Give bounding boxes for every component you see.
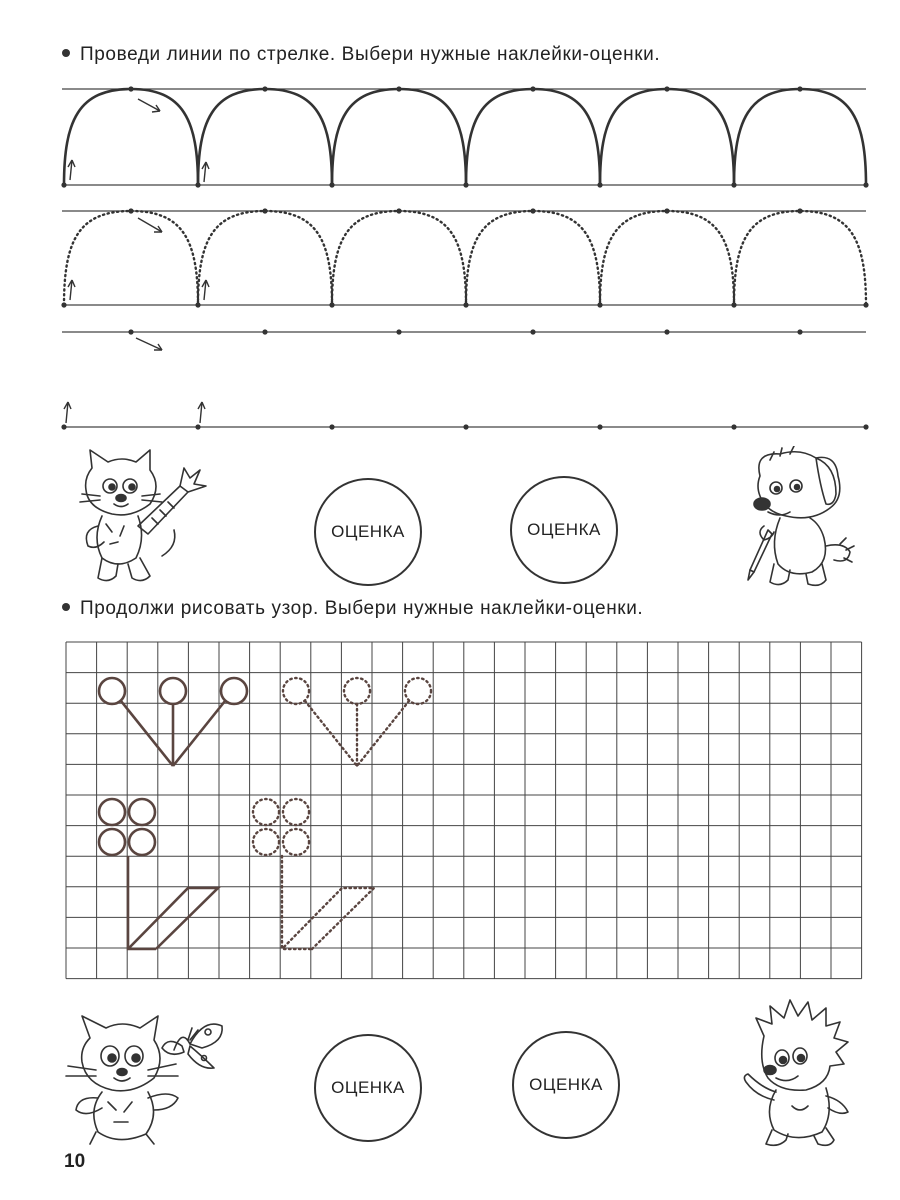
guide-dot <box>128 86 133 91</box>
grade-sticker-circle[interactable] <box>512 1031 620 1139</box>
guide-dot <box>463 424 468 429</box>
grade-sticker-circle[interactable] <box>314 1034 422 1142</box>
dotted-leaf-pattern <box>253 799 374 949</box>
direction-arrow-icon <box>64 99 209 423</box>
solid-arch <box>198 89 332 185</box>
guide-dot <box>262 329 267 334</box>
guide-dot <box>731 182 736 187</box>
page-number: 10 <box>64 1151 86 1172</box>
grade-sticker-label: ОЦЕНКА <box>331 522 405 541</box>
guide-dot <box>329 302 334 307</box>
guide-dot <box>195 424 200 429</box>
guide-dot <box>128 329 133 334</box>
dotted-arch <box>600 211 734 305</box>
dotted-arch <box>734 211 866 305</box>
solid-arch <box>332 89 466 185</box>
guide-dot <box>195 302 200 307</box>
guide-dot <box>863 182 868 187</box>
dotted-flower-pattern <box>283 678 431 766</box>
dotted-arch <box>64 211 198 305</box>
guide-dot <box>329 182 334 187</box>
dotted-arch <box>198 211 332 305</box>
guide-dot <box>597 302 602 307</box>
guide-dot <box>396 208 401 213</box>
dotted-arch <box>332 211 466 305</box>
hedgehog-illustration <box>736 996 866 1148</box>
dotted-arches-row <box>61 208 868 307</box>
guide-dot <box>329 424 334 429</box>
guide-dot <box>61 182 66 187</box>
guide-dot <box>530 208 535 213</box>
guide-dot <box>195 182 200 187</box>
solid-arch <box>600 89 734 185</box>
bullet-icon <box>62 603 70 611</box>
guide-dot <box>863 424 868 429</box>
pattern-grid <box>60 636 870 986</box>
guide-dot <box>262 208 267 213</box>
guide-dot <box>597 182 602 187</box>
grade-sticker-label: ОЦЕНКА <box>529 1075 603 1094</box>
guide-dot <box>664 329 669 334</box>
blank-tracing-row <box>61 329 868 429</box>
bullet-icon <box>62 49 70 57</box>
grade-sticker-label: ОЦЕНКА <box>331 1078 405 1097</box>
exercise-2-instruction-text: Продолжи рисовать узор. Выбери нужные наклейки-оценки. <box>80 598 644 619</box>
kitten-with-carrot-illustration <box>62 446 212 591</box>
grade-sticker-circle[interactable] <box>314 478 422 586</box>
solid-arches-row <box>61 86 868 187</box>
dotted-arch <box>466 211 600 305</box>
guide-dot <box>61 424 66 429</box>
guide-dot <box>797 208 802 213</box>
guide-dot <box>664 86 669 91</box>
kitten-with-butterfly-illustration <box>62 998 232 1148</box>
solid-arch <box>466 89 600 185</box>
guide-dot <box>463 182 468 187</box>
solid-arch <box>734 89 866 185</box>
guide-dot <box>797 86 802 91</box>
puppy-with-pencil-illustration <box>740 446 860 591</box>
grade-sticker-circle[interactable] <box>510 476 618 584</box>
guide-dot <box>731 424 736 429</box>
guide-dot <box>863 302 868 307</box>
exercise-1-instruction-text: Проведи линии по стрелке. Выбери нужные наклейки-оценки. <box>80 44 661 65</box>
guide-dot <box>128 208 133 213</box>
grade-sticker-label: ОЦЕНКА <box>527 520 601 539</box>
exercise-1-instruction <box>62 44 660 66</box>
sample-flower-pattern <box>99 678 247 766</box>
exercise-2-instruction <box>62 598 643 620</box>
guide-dot <box>731 302 736 307</box>
guide-dot <box>396 329 401 334</box>
solid-arch <box>64 89 198 185</box>
guide-dot <box>262 86 267 91</box>
guide-dot <box>61 302 66 307</box>
guide-dot <box>530 329 535 334</box>
tracing-arches-area <box>0 70 900 440</box>
guide-dot <box>530 86 535 91</box>
guide-dot <box>664 208 669 213</box>
guide-dot <box>396 86 401 91</box>
guide-dot <box>597 424 602 429</box>
sample-leaf-pattern <box>99 799 218 949</box>
guide-dot <box>463 302 468 307</box>
guide-dot <box>797 329 802 334</box>
